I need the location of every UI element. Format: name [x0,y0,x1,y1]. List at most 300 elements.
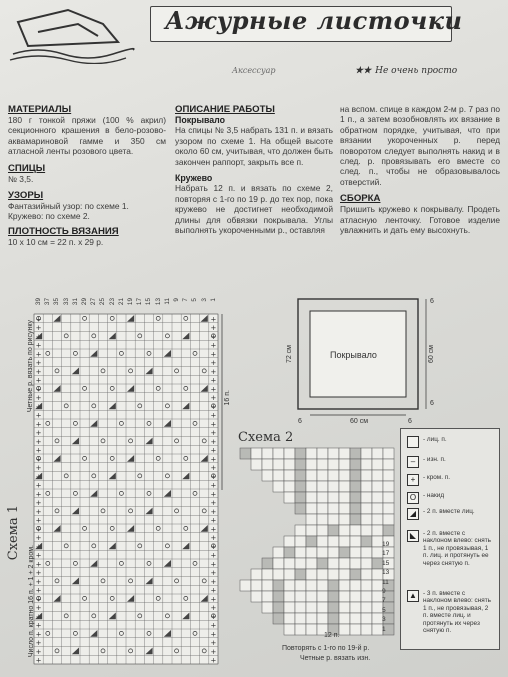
blanket-margin-bottom: 6 [430,400,434,407]
lace-grid-cell [361,481,372,492]
edge-stitch-symbol: + [35,490,42,499]
lace-grid-cell [317,536,328,547]
lace-grid-cell [350,470,361,481]
edge-stitch-symbol: + [210,525,217,534]
lace-grid-cell [350,448,361,459]
edge-stitch-symbol: + [210,630,217,639]
lace-grid-cell [328,536,339,547]
page-title: Ажурные листочки [165,6,463,35]
lace-grid-cell [306,558,317,569]
lace-grid-cell [350,536,361,547]
legend-text: - 2 п. вместе с наклоном влево: снять 1 п., не провязывая, 1 п. лиц. и протянуть ее через снятую п. [423,530,491,567]
lace-grid-cell [383,470,394,481]
lace-grid-cell [306,613,317,624]
edge-stitch-symbol: + [35,639,42,647]
edge-stitch-symbol: + [35,367,42,376]
lace-grid-cell [317,503,328,514]
row-number: 19 [382,541,390,548]
legend-symbol-icon: ◢ [407,508,419,520]
lace-grid-cell [361,569,372,580]
edge-stitch-symbol: + [210,411,217,420]
lace-grid-cell [284,624,295,635]
lace-grid-cell [339,503,350,514]
scheme-2-width-label: 12 п. [324,632,340,639]
lace-grid-cell [306,525,317,536]
lace-grid-cell [295,624,306,635]
column-number: 19 [127,298,134,306]
edge-stitch-symbol: + [35,534,42,542]
legend-text: - 3 п. вместе с наклоном влево: снять 1 п., не провязывая, 2 п. вместе лиц. и протянуть их через снятую п. [423,590,491,635]
edge-stitch-symbol: + [210,376,217,385]
lace-grid-cell [240,580,251,591]
lace-grid-cell [284,613,295,624]
lace-grid-cell [306,448,317,459]
edge-stitch-symbol: + [210,429,217,437]
lace-grid-cell [306,580,317,591]
lace-grid-cell [251,569,262,580]
lace-grid-cell [273,569,284,580]
edge-stitch-symbol: + [210,516,217,525]
patterns-line-2: Кружево: по схеме 2. [8,211,90,222]
edge-stitch-symbol: + [210,324,217,332]
lace-grid-cell [295,525,306,536]
row-number: 9 [382,588,386,595]
edge-stitch-symbol: + [35,560,42,569]
lace-grid-cell [361,536,372,547]
edge-stitch-symbol: + [210,656,217,665]
lace-grid-cell [383,492,394,503]
scheme-2-repeat-note: Повторять с 1-го по 19-й р. [282,645,370,652]
edge-stitch-symbol: + [210,367,217,376]
lace-grid-cell [328,470,339,481]
edge-stitch-symbol: + [35,551,42,560]
edge-stitch-symbol: + [35,621,42,630]
lace-grid-cell [284,558,295,569]
lace-grid-cell [339,613,350,624]
continuation-column [340,104,500,241]
lace-grid-cell [295,536,306,547]
lace-grid-cell [339,580,350,591]
lace-grid-cell [284,492,295,503]
lace-grid-cell [328,613,339,624]
difficulty-label [355,66,457,76]
lace-grid-cell [317,514,328,525]
edge-stitch-symbol: + [210,595,217,604]
lace-grid-cell [295,503,306,514]
lace-grid-cell [284,602,295,613]
lace-grid-cell [262,569,273,580]
lace-grid-cell [306,547,317,558]
blanket-height-right-label: 60 см [428,345,435,364]
lace-grid-cell [372,448,383,459]
edge-stitch-symbol: + [210,455,217,464]
lace-grid-cell [361,503,372,514]
edge-stitch-symbol: + [35,499,42,507]
lace-grid-cell [328,547,339,558]
edge-stitch-symbol: + [35,595,42,604]
lace-grid-cell [262,459,273,470]
lace-grid-cell [262,591,273,602]
edge-stitch-symbol: + [35,446,42,455]
edge-stitch-symbol: + [210,569,217,577]
scheme-1-chart [0,290,240,677]
lace-grid-cell [339,624,350,635]
row-number: 17 [382,550,390,558]
lace-grid-cell [350,624,361,635]
lace-grid-cell [273,459,284,470]
needles-heading: СПИЦЫ [8,162,46,174]
lace-grid-cell [317,448,328,459]
lace-grid-cell [273,558,284,569]
lace-subheading: Кружево [175,173,213,184]
lace-grid-cell [328,591,339,602]
lace-grid-cell [273,547,284,558]
edge-stitch-symbol: + [35,359,42,367]
lace-grid-cell [262,580,273,591]
lace-grid-cell [306,503,317,514]
column-number: 25 [99,298,107,306]
lace-grid-cell [372,514,383,525]
lace-grid-cell [328,580,339,591]
lace-grid-cell [339,448,350,459]
edge-stitch-symbol: + [35,481,42,490]
materials-column [8,104,166,253]
legend-symbol-icon: ◣ [407,530,419,542]
lace-grid-cell [339,481,350,492]
edge-stitch-symbol: + [35,332,42,341]
category-label: Аксессуар [232,66,276,75]
patterns-heading: УЗОРЫ [8,190,44,202]
edge-stitch-symbol: + [210,551,217,560]
column-number: 35 [53,298,61,306]
lace-grid-cell [372,492,383,503]
lace-grid-cell [372,470,383,481]
lace-grid-cell [306,492,317,503]
patterns-line-1: Фантазийный узор: по схеме 1. [8,201,129,212]
needles-text: № 3,5. [8,173,34,184]
lace-grid-cell [339,459,350,470]
lace-grid-cell [328,514,339,525]
edge-stitch-symbol: + [210,481,217,490]
lace-grid-cell [273,448,284,459]
lace-grid-cell [273,481,284,492]
edge-stitch-symbol: + [210,534,217,542]
edge-stitch-symbol: + [210,394,217,402]
legend-text: - лиц. п. [423,436,447,443]
lace-grid-cell [350,558,361,569]
lace-grid-cell [328,558,339,569]
scheme-1-title: Схема 1 [6,505,21,561]
edge-stitch-symbol: + [210,621,217,630]
edge-stitch-symbol: + [35,429,42,437]
legend-symbol-icon: O [407,492,419,504]
lace-grid-cell [361,492,372,503]
edge-stitch-symbol: + [35,630,42,639]
edge-stitch-symbol: + [35,411,42,420]
continuation-text: на вспом. спице в каждом 2-м р. 7 раз по 1 п., а затем возобновлять их вязание в обратном порядке, учитывая, что при вязании укороченных р. перед поворотом следует выполнять накид и в след. р. провязывать его вместе со след. п., чтобы не образовывалось отверстий. [340,104,500,187]
edge-stitch-symbol: + [210,350,217,359]
lace-grid-cell [317,591,328,602]
lace-grid-cell [350,613,361,624]
lace-grid-cell [361,525,372,536]
description-heading: ОПИСАНИЕ РАБОТЫ [175,104,275,115]
lace-text: Набрать 12 п. и вязать по схеме 2, повторяя с 1-го по 19 р. до тех пор, пока кружево не достигнет необходимой длины для обвязки покрывала. Углы выполнять укороченными р., оставляя [175,183,333,236]
lace-grid-cell [262,448,273,459]
edge-stitch-symbol: + [35,612,42,621]
lace-grid-cell [295,602,306,613]
difficulty-stars: ★★ [355,66,372,76]
edge-stitch-symbol: + [35,656,42,665]
column-number: 13 [154,298,162,306]
lace-grid-cell [361,470,372,481]
lace-grid-cell [306,536,317,547]
legend-text: - изн. п. [423,456,446,463]
edge-stitch-symbol: + [35,385,42,394]
materials-heading: МАТЕРИАЛЫ [8,104,72,115]
lace-grid-cell [262,602,273,613]
lace-grid-cell [284,536,295,547]
edge-stitch-symbol: + [35,569,42,577]
scheme-1-bottom-note: Число п. кратно 16 п. + 1 + 2 кром. [28,545,35,658]
lace-grid-cell [339,547,350,558]
edge-stitch-symbol: + [35,604,42,612]
edge-stitch-symbol: + [35,525,42,534]
column-number: 15 [145,298,153,306]
lace-grid-cell [306,514,317,525]
lace-grid-cell [262,470,273,481]
lace-grid-cell [295,580,306,591]
lace-grid-cell [317,481,328,492]
lace-grid-cell [383,448,394,459]
lace-grid-cell [317,547,328,558]
lace-grid-cell [339,536,350,547]
lace-grid-cell [361,624,372,635]
lace-grid-cell [328,459,339,470]
lace-grid-cell [306,591,317,602]
edge-stitch-symbol: + [210,612,217,621]
lace-grid-cell [339,492,350,503]
column-number: 27 [90,298,98,306]
lace-grid-cell [372,481,383,492]
lace-grid-cell [284,591,295,602]
lace-grid-cell [350,547,361,558]
legend-text: - кром. п. [423,474,450,481]
column-number: 21 [117,298,125,306]
lace-grid-cell [361,514,372,525]
column-number: 5 [191,298,199,302]
legend-text: - 2 п. вместе лиц. [423,508,475,515]
column-number: 1 [209,298,217,302]
lace-grid-cell [295,481,306,492]
edge-stitch-symbol: + [35,577,42,586]
edge-stitch-symbol: + [35,402,42,411]
legend-symbol-icon: ▲ [407,590,419,602]
lace-grid-cell [306,481,317,492]
column-number: 33 [62,298,70,306]
lace-grid-cell [295,492,306,503]
blanket-margin-left: 6 [298,418,302,425]
lace-grid-cell [361,459,372,470]
lace-grid-cell [372,459,383,470]
gauge-text: 10 х 10 см = 22 п. х 29 р. [8,236,104,247]
materials-text: 180 г тонкой пряжи (100 % акрил) секционного крашения в бело-розово-аквамариновой гамме и 350 см атласной ленты розового цвета. [8,115,166,157]
lace-grid-cell [383,481,394,492]
edge-stitch-symbol: + [35,455,42,464]
lace-grid-cell [350,591,361,602]
lace-grid-cell [317,569,328,580]
edge-stitch-symbol: + [35,420,42,429]
blanket-margin-right: 6 [408,418,412,425]
column-number: 39 [35,298,42,306]
edge-stitch-symbol: + [35,516,42,525]
lace-grid-cell [328,481,339,492]
blanket-label: Покрывало [330,350,377,360]
lace-grid-cell [339,591,350,602]
lace-grid-cell [350,481,361,492]
lace-grid-cell [383,514,394,525]
lace-grid-cell [317,470,328,481]
lace-grid-cell [273,470,284,481]
lace-grid-cell [361,547,372,558]
edge-stitch-symbol: + [35,341,42,350]
edge-stitch-symbol: + [35,376,42,385]
lace-grid-cell [284,459,295,470]
edge-stitch-symbol: + [210,437,217,446]
row-number: 7 [382,597,386,605]
edge-stitch-symbol: + [210,341,217,350]
lace-grid-cell [361,580,372,591]
sailboat-logo-icon [8,2,138,64]
lace-grid-cell [361,613,372,624]
blanket-diagram [290,295,440,425]
lace-grid-cell [350,569,361,580]
edge-stitch-symbol: + [210,560,217,569]
lace-grid-cell [240,448,251,459]
lace-grid-cell [284,547,295,558]
edge-stitch-symbol: + [35,507,42,516]
legend-symbol-icon: – [407,456,419,468]
lace-grid-cell [251,448,262,459]
lace-grid-cell [306,459,317,470]
scheme-1-side-note: Четные р. вязать по рисунку [27,320,34,413]
column-number: 29 [81,298,88,306]
lace-grid-cell [284,470,295,481]
lace-grid-cell [339,470,350,481]
lace-grid-cell [251,591,262,602]
column-number: 7 [182,298,190,302]
scheme-1-repeat-label: 16 п. [224,390,231,406]
assembly-text: Пришить кружево к покрывалу. Продеть атласную ленточку. Готовое изделие увлажнить и дать ему высохнуть. [340,204,500,236]
edge-stitch-symbol: + [35,472,42,481]
column-number: 3 [200,298,208,302]
lace-grid-cell [284,481,295,492]
row-number: 1 [382,625,386,633]
lace-grid-cell [273,602,284,613]
blanket-text: На спицы № 3,5 набрать 131 п. и вязать узором по схеме 1. На общей высоте около 60 см, учитывая, что должен быть закончен раппорт, закрыть все п. [175,125,333,167]
lace-grid-cell [328,492,339,503]
edge-stitch-symbol: + [210,507,217,516]
lace-grid-cell [295,459,306,470]
edge-stitch-symbol: + [210,542,217,551]
lace-grid-cell [273,580,284,591]
edge-stitch-symbol: + [35,542,42,551]
lace-grid-cell [339,602,350,613]
lace-grid-cell [372,525,383,536]
edge-stitch-symbol: + [210,332,217,341]
lace-grid-cell [339,514,350,525]
column-number: 11 [163,298,171,305]
edge-stitch-symbol: + [210,577,217,586]
blanket-margin-top: 6 [430,298,434,305]
lace-grid-cell [328,525,339,536]
lace-grid-cell [383,525,394,536]
lace-grid-cell [350,514,361,525]
lace-grid-cell [361,591,372,602]
lace-grid-cell [317,525,328,536]
lace-grid-cell [328,448,339,459]
lace-grid-cell [317,580,328,591]
lace-grid-cell [328,602,339,613]
legend-symbol-icon: + [407,474,419,486]
lace-grid-cell [350,459,361,470]
edge-stitch-symbol: + [210,472,217,481]
edge-stitch-symbol: + [210,490,217,499]
column-number: 37 [44,298,52,306]
lace-grid-cell [339,569,350,580]
lace-grid-cell [328,503,339,514]
lace-grid-cell [361,558,372,569]
edge-stitch-symbol: + [210,446,217,455]
edge-stitch-symbol: + [35,394,42,402]
column-number: 9 [173,298,180,302]
row-number: 3 [382,616,386,624]
lace-grid-cell [295,591,306,602]
row-number: 5 [382,606,386,614]
column-number: 17 [136,298,144,306]
edge-stitch-symbol: + [35,350,42,359]
legend-text: - накид [423,492,445,499]
gauge-heading: ПЛОТНОСТЬ ВЯЗАНИЯ [8,225,119,237]
lace-grid-cell [284,448,295,459]
lace-grid-cell [383,503,394,514]
edge-stitch-symbol: + [210,499,217,507]
edge-stitch-symbol: + [210,647,217,656]
lace-grid-cell [306,602,317,613]
column-number: 23 [108,298,116,306]
scheme-2-title: Схема 2 [238,430,294,445]
edge-stitch-symbol: + [35,324,42,332]
row-number: 13 [382,569,390,577]
lace-grid-cell [350,503,361,514]
edge-stitch-symbol: + [210,586,217,595]
difficulty-text: Не очень просто [375,66,458,76]
row-number: 11 [382,578,389,586]
lace-grid-cell [295,558,306,569]
edge-stitch-symbol: + [35,586,42,595]
edge-stitch-symbol: + [210,639,217,647]
edge-stitch-symbol: + [35,437,42,446]
edge-stitch-symbol: + [210,402,217,411]
lace-grid-cell [339,558,350,569]
lace-grid-cell [295,613,306,624]
lace-grid-cell [317,558,328,569]
row-number: 15 [382,559,390,567]
legend-symbol-icon [407,436,419,448]
lace-grid-cell [251,580,262,591]
edge-stitch-symbol: + [210,385,217,394]
edge-stitch-symbol: + [35,647,42,656]
edge-stitch-symbol: + [210,359,217,367]
